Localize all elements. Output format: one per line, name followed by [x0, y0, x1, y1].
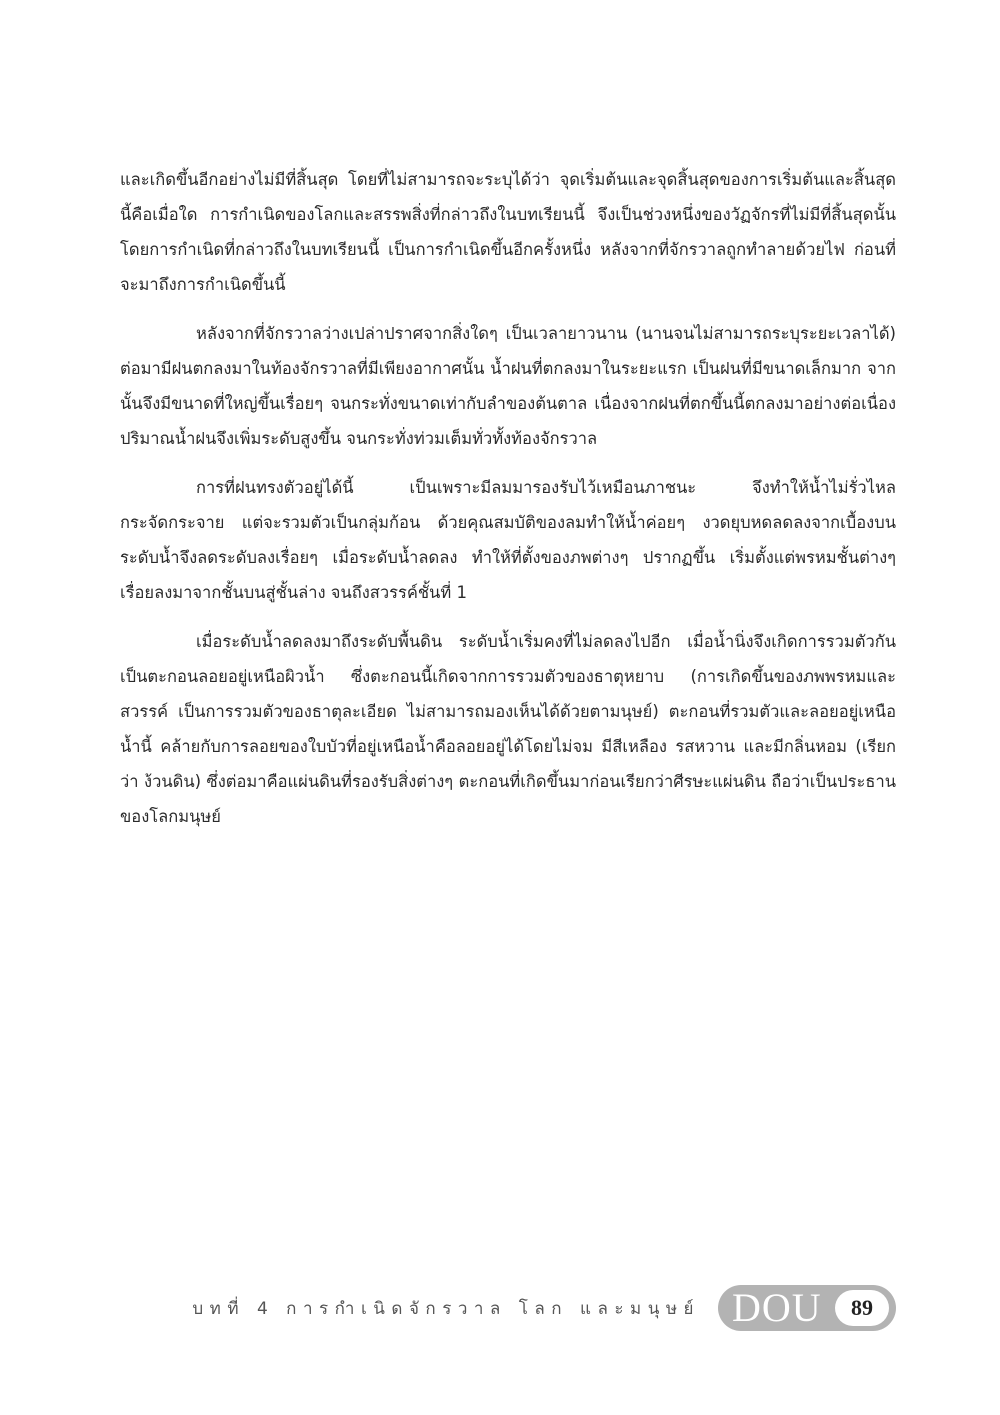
dou-badge — [718, 1285, 896, 1331]
chapter-title: บทที่ 4 การกำเนิดจักรวาล โลก และมนุษย์ — [192, 1298, 700, 1319]
page-number: 89 — [835, 1290, 889, 1326]
dou-logo: DOU — [732, 1285, 822, 1330]
paragraph: และเกิดขึ้นอีกอย่างไม่มีที่สิ้นสุด โดยที่ไม่สามารถจะระบุได้ว่า จุดเริ่มต้นและจุดสิ้นสุดของการเริ่มต้นและสิ้นสุดนี้คือเมื่อใด การกำเนิดของโลกและสรรพสิ่งที่กล่าวถึงในบทเรียนนี้ จึงเป็นช่วงหนึ่งของวัฏจักรที่ไม่มีที่สิ้นสุดนั้น โดยการกำเนิดที่กล่าวถึงในบทเรียนนี้ เป็นการกำเนิดขึ้นอีกครั้งหนึ่ง หลังจากที่จักรวาลถูกทำลายด้วยไฟ ก่อนที่จะมาถึงการกำเนิดขึ้นนี้ — [120, 170, 896, 294]
page-footer — [180, 1284, 896, 1332]
paragraph: การที่ฝนทรงตัวอยู่ได้นี้ เป็นเพราะมีลมมารองรับไว้เหมือนภาชนะ จึงทำให้น้ำไม่รั่วไหลกระจัดกระจาย แต่จะรวมตัวเป็นกลุ่มก้อน ด้วยคุณสมบัติของลมทำให้น้ำค่อยๆ งวดยุบหดลดลงจากเบื้องบน ระดับน้ำจึงลดระดับลงเรื่อยๆ เมื่อระดับน้ำลดลง ทำให้ที่ตั้งของภพต่างๆ ปรากฏขึ้น เริ่มตั้งแต่พรหมชั้นต่างๆ เรื่อยลงมาจากชั้นบนสู่ชั้นล่าง จนถึงสวรรค์ชั้นที่ 1 — [120, 478, 896, 602]
paragraph: เมื่อระดับน้ำลดลงมาถึงระดับพื้นดิน ระดับน้ำเริ่มคงที่ไม่ลดลงไปอีก เมื่อน้ำนิ่งจึงเกิดการรวมตัวกันเป็นตะกอนลอยอยู่เหนือผิวน้ำ ซึ่งตะกอนนี้เกิดจากการรวมตัวของธาตุหยาบ (การเกิดขึ้นของภพพรหมและสวรรค์ เป็นการรวมตัวของธาตุละเอียด ไม่สามารถมองเห็นได้ด้วยตามนุษย์) ตะกอนที่รวมตัวและลอยอยู่เหนือน้ำนี้ คล้ายกับการลอยของใบบัวที่อยู่เหนือน้ำคือลอยอยู่ได้โดยไม่จม มีสีเหลือง รสหวาน และมีกลิ่นหอม (เรียกว่า ง้วนดิน) ซึ่งต่อมาคือแผ่นดินที่รองรับสิ่งต่างๆ ตะกอนที่เกิดขึ้นมาก่อนเรียกว่าศีรษะแผ่นดิน ถือว่าเป็นประธานของโลกมนุษย์ — [120, 632, 896, 826]
paragraph: หลังจากที่จักรวาลว่างเปล่าปราศจากสิ่งใดๆ เป็นเวลายาวนาน (นานจนไม่สามารถระบุระยะเวลาได้) ต่อมามีฝนตกลงมาในท้องจักรวาลที่มีเพียงอากาศนั้น น้ำฝนที่ตกลงมาในระยะแรก เป็นฝนที่มีขนาดเล็กมาก จากนั้นจึงมีขนาดที่ใหญ่ขึ้นเรื่อยๆ จนกระทั่งขนาดเท่ากับลำของต้นตาล เนื่องจากฝนที่ตกขึ้นนี้ตกลงมาอย่างต่อเนื่อง ปริมาณน้ำฝนจึงเพิ่มระดับสูงขึ้น จนกระทั่งท่วมเต็มทั่วทั้งท้องจักรวาล — [120, 324, 896, 448]
page-body — [120, 162, 896, 848]
